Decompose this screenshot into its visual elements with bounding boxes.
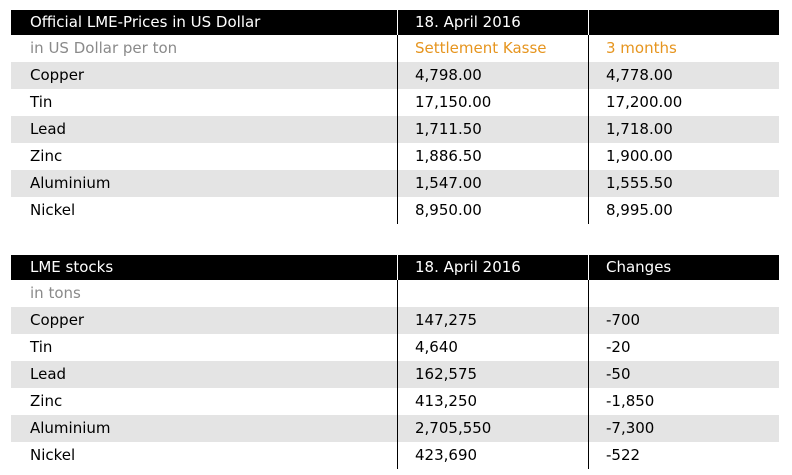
stock-amount: 423,690 [397, 442, 588, 469]
stocks-date: 18. April 2016 [397, 255, 588, 280]
stock-change: -700 [588, 307, 779, 334]
stocks-subheader-row [11, 280, 779, 307]
stocks-subheader-empty [397, 280, 588, 307]
stock-amount: 147,275 [397, 307, 588, 334]
prices-header-row [11, 10, 779, 35]
prices-header-empty [588, 10, 779, 35]
stock-amount: 162,575 [397, 361, 588, 388]
changes-column-header: Changes [588, 255, 779, 280]
lme-prices-table [11, 10, 779, 224]
stock-change: -7,300 [588, 415, 779, 442]
settlement-price: 8,950.00 [397, 197, 588, 224]
three-months-column-header: 3 months [588, 35, 779, 62]
metal-name: Nickel [30, 446, 76, 464]
settlement-column-header: Settlement Kasse [397, 35, 588, 62]
settlement-price: 1,547.00 [397, 170, 588, 197]
table-row [11, 415, 779, 442]
metal-name: Aluminium [30, 419, 111, 437]
settlement-price: 4,798.00 [397, 62, 588, 89]
stock-amount: 2,705,550 [397, 415, 588, 442]
prices-title: Official LME-Prices in US Dollar [30, 13, 261, 31]
stock-change: -20 [588, 334, 779, 361]
settlement-price: 1,711.50 [397, 116, 588, 143]
three-months-price: 4,778.00 [588, 62, 779, 89]
table-row [11, 170, 779, 197]
metal-name: Lead [30, 120, 67, 138]
table-row [11, 361, 779, 388]
stock-change: -50 [588, 361, 779, 388]
metal-name: Tin [30, 338, 53, 356]
metal-name: Copper [30, 311, 85, 329]
table-row [11, 197, 779, 224]
three-months-price: 1,555.50 [588, 170, 779, 197]
prices-subheader-row [11, 35, 779, 62]
changes-subheader-empty [588, 280, 779, 307]
metal-name: Aluminium [30, 174, 111, 192]
metal-name: Zinc [30, 147, 63, 165]
stock-change: -522 [588, 442, 779, 469]
table-row [11, 388, 779, 415]
three-months-price: 1,900.00 [588, 143, 779, 170]
three-months-price: 8,995.00 [588, 197, 779, 224]
table-row [11, 442, 779, 469]
table-row [11, 116, 779, 143]
three-months-price: 17,200.00 [588, 89, 779, 116]
metal-name: Copper [30, 66, 85, 84]
lme-stocks-table [11, 255, 779, 469]
stock-change: -1,850 [588, 388, 779, 415]
table-row [11, 62, 779, 89]
stocks-title: LME stocks [30, 258, 114, 276]
table-row [11, 307, 779, 334]
stock-amount: 4,640 [397, 334, 588, 361]
metal-name: Nickel [30, 201, 76, 219]
stocks-unit-label: in tons [30, 284, 81, 302]
metal-name: Zinc [30, 392, 63, 410]
stock-amount: 413,250 [397, 388, 588, 415]
table-row [11, 143, 779, 170]
metal-name: Lead [30, 365, 67, 383]
settlement-price: 17,150.00 [397, 89, 588, 116]
metal-name: Tin [30, 93, 53, 111]
stocks-header-row [11, 255, 779, 280]
table-row [11, 89, 779, 116]
table-row [11, 334, 779, 361]
prices-unit-label: in US Dollar per ton [30, 39, 178, 57]
three-months-price: 1,718.00 [588, 116, 779, 143]
prices-date: 18. April 2016 [397, 10, 588, 35]
settlement-price: 1,886.50 [397, 143, 588, 170]
